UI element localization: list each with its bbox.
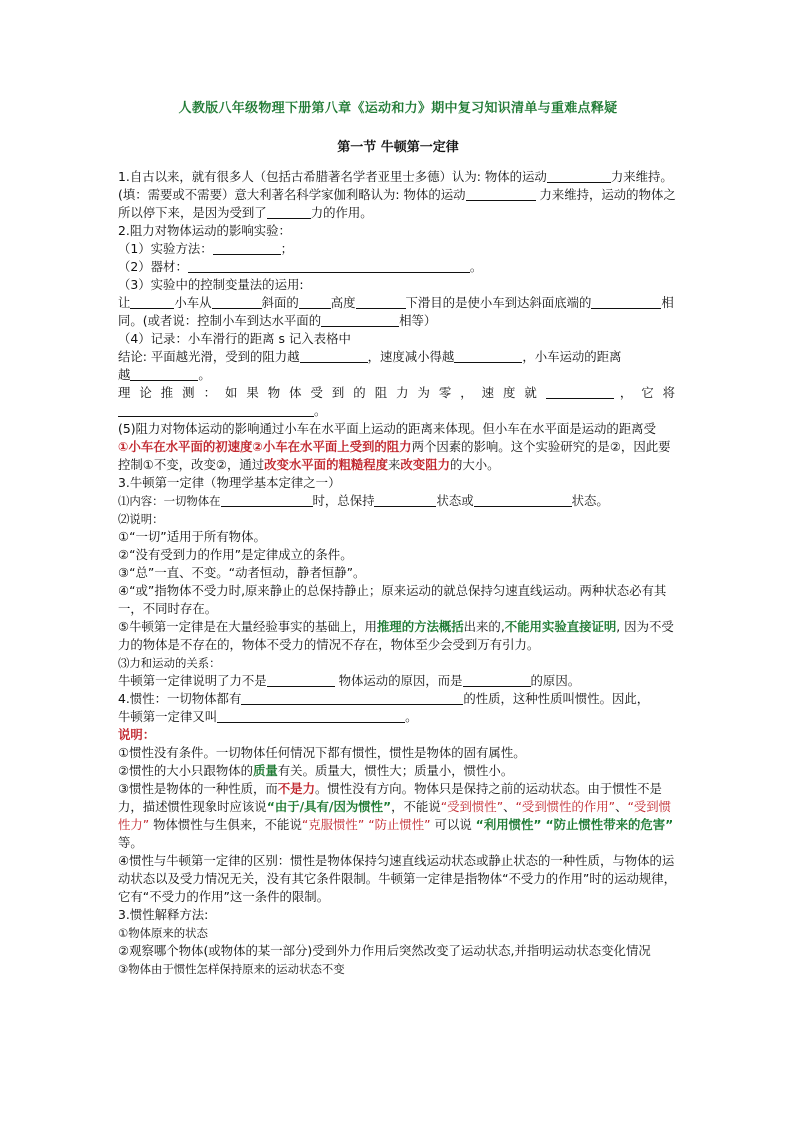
text: 力的作用。 (310, 205, 373, 220)
answer-blank (591, 296, 661, 309)
answer-blank (212, 296, 262, 309)
highlight-text: 质量 (253, 763, 278, 778)
paragraph-5 (118, 420, 678, 474)
theory-line (118, 384, 678, 402)
answer-blank (300, 350, 368, 363)
text: 时，总保持 (312, 493, 375, 508)
note-5 (118, 618, 678, 654)
text: 物体运动的原因，而是 (334, 673, 463, 688)
text: ⑴内容：一切物体在 (118, 494, 221, 508)
equipment-line (118, 258, 678, 276)
text: 。 (314, 403, 327, 418)
text: 的性质，这种性质叫惯性。因此， (463, 691, 650, 706)
highlight-text: 不能用实验直接证明 (504, 619, 617, 634)
highlight-text: “克服惯性” (301, 817, 365, 832)
text: 来 (388, 457, 401, 472)
record-line: （4）记录：小车滑行的距离 s 记入表格中 (118, 331, 351, 346)
highlight-text: “受到惯性的作用” (515, 799, 616, 814)
text: (5)阻力对物体运动的影响通过小车在水平面上运动的距离来体现。但小车在水平面是运动的距离受 (118, 421, 656, 436)
text: ，小车运动的距离 (522, 349, 622, 364)
highlight-text: “由于/具有/因为惯性” (266, 799, 392, 814)
highlight-text: “防止惯性带来的危害” (545, 817, 674, 832)
highlight-text: “受到惯性力” (118, 799, 672, 832)
text: 结论: 平面越光滑，受到的阻力越 (118, 349, 300, 364)
document-body (118, 168, 678, 978)
text: 。 (198, 367, 211, 382)
note-heading: ⑵说明： (118, 512, 164, 526)
text: 可以说 (430, 817, 476, 832)
text: 让 (118, 295, 131, 310)
answer-blank (188, 260, 470, 273)
text: 有关。质量大，惯性大；质量小，惯性小。 (277, 763, 514, 778)
answer-blank (374, 494, 436, 507)
answer-blank (356, 296, 406, 309)
note-4: ④“或”指物体不受力时,原来静止的总保持静止；原来运动的就总保持匀速直线运动。两种状态必有其一，不同时存在。 (118, 583, 667, 616)
method-2: ②观察哪个物体(或物体的某一部分)受到外力作用后突然改变了运动状态,并指明运动状态变化情况 (118, 943, 651, 958)
text: 小车从 (174, 295, 212, 310)
control-variable-line: （3）实验中的控制变量法的运用: (118, 277, 304, 292)
text: ⑤牛顿第一定律是在大量经验事实的基础上，用 (118, 619, 377, 634)
highlight-text: 改变阻力 (400, 457, 450, 472)
answer-blank (299, 296, 331, 309)
newton-law-heading: 3.牛顿第一定律（物理学基本定律之一） (118, 475, 341, 490)
experiment-heading: 2.阻力对物体运动的影响实验： (118, 223, 291, 238)
highlight-text: 不是力 (277, 781, 315, 796)
text: 4.惯性：一切物体都有 (118, 691, 242, 706)
text: 斜面的 (261, 295, 299, 310)
text: 1.自古以来，就有很多人（包括古希腊著名学者亚里士多德）认为: 物体的运动 (118, 169, 547, 184)
explain-1: ①惯性没有条件。一切物体任何情况下都有惯性，惯性是物体的固有属性。 (118, 745, 526, 760)
text: ； (280, 241, 294, 256)
answer-blank (321, 314, 399, 327)
text: 来维持，运动的物体之所以停下来，是因为受到了 (118, 187, 676, 220)
answer-blank (463, 674, 531, 687)
text: 。 (469, 259, 483, 274)
answer-blank (547, 170, 611, 183)
explain-2 (118, 762, 678, 780)
text: 越 (118, 367, 131, 382)
text: 状态。 (571, 493, 609, 508)
text: 力 (535, 187, 552, 202)
method-line (118, 240, 678, 258)
text: 、 (503, 799, 516, 814)
conclusion-line (118, 348, 678, 384)
text: ，速度减小得越 (367, 349, 455, 364)
note-2: ②“没有受到力的作用”是定律成立的条件。 (118, 547, 353, 562)
answer-blank (213, 242, 281, 255)
section-heading: 第一节 牛顿第一定律 (337, 140, 459, 155)
highlight-text: 改变水平面的粗糙程度 (264, 457, 389, 472)
text: 的原因。 (530, 673, 581, 688)
answer-blank (474, 494, 572, 507)
text: 物体惯性与生俱来，不能说 (149, 817, 302, 832)
highlight-text: 说明： (118, 727, 156, 742)
newton-law-content (118, 492, 678, 510)
note-3: ③“总”一直、不变。“动者恒动，静者恒静”。 (118, 565, 366, 580)
answer-blank (217, 710, 405, 723)
answer-blank (241, 692, 463, 705)
text: （1）实验方法： (118, 241, 213, 256)
text: ③惯性是物体的一种性质，而 (118, 781, 278, 796)
answer-blank (118, 404, 314, 417)
answer-blank (454, 350, 522, 363)
method-heading: 3.惯性解释方法: (118, 907, 209, 922)
text: 的大小。 (449, 457, 500, 472)
text: 理论推测：如果物体受到的阻力为零，速度就 (118, 385, 546, 400)
text: 出来的, (463, 619, 505, 634)
highlight-text: “利用惯性” (475, 817, 542, 832)
text: 高度 (330, 295, 356, 310)
force-motion-line (118, 672, 678, 690)
paragraph-1 (118, 168, 678, 222)
method-3: ③物体由于惯性怎样保持原来的运动状态不变 (118, 962, 345, 976)
text: 相同。(或者说：控制小车到达水平面的 (118, 295, 674, 328)
text: 下滑目的是使小车到达斜面底端的 (405, 295, 592, 310)
theory-line-end (118, 402, 678, 420)
highlight-text: ①小车在水平面的初速度②小车在水平面上受到的阻力 (118, 439, 412, 454)
text: 两个因素的影响。这个实验研究的是②，因此要控制①不变，改变②，通过 (118, 439, 671, 472)
force-motion-heading: ⑶力和运动的关系： (118, 656, 221, 670)
text: 、 (615, 799, 628, 814)
answer-blank (466, 188, 536, 201)
text: ，它将 (613, 385, 679, 400)
explain-4: ④惯性与牛顿第一定律的区别：惯性是物体保持匀速直线运动状态或静止状态的一种性质，与物体的运动状态以及受力情况无关，没有其它条件限制。牛顿第一定律是指物体“不受力的作用”时的运动规律，它有“不受力的作用”这一条件的限制。 (118, 853, 677, 904)
highlight-text: “受到惯性” (440, 799, 504, 814)
answer-blank (267, 206, 311, 219)
text: 等。 (118, 835, 143, 850)
text: 。惯性没有方向。物体只是保持之前的运动状态。由于惯性不是力，描述惯性现象时应该说 (118, 781, 662, 814)
answer-blank (546, 386, 614, 399)
text: 力来维持。(填：需要或不需要）意大利著名科学家伽利略认为: 物体的运动 (118, 169, 673, 202)
answer-blank (221, 494, 313, 507)
document-title: 人教版八年级物理下册第八章《运动和力》期中复习知识清单与重难点释疑 (178, 101, 618, 116)
text: ，不能说 (391, 799, 441, 814)
text: 牛顿第一定律又叫 (118, 709, 218, 724)
explain-heading (118, 726, 678, 744)
text: 状态或 (436, 493, 474, 508)
answer-blank (130, 368, 198, 381)
text: 。 (405, 709, 418, 724)
answer-blank (130, 296, 174, 309)
text: 牛顿第一定律说明了力不是 (118, 673, 267, 688)
highlight-text: 推理的方法概括 (376, 619, 464, 634)
text: （2）器材： (118, 259, 188, 274)
answer-blank (267, 674, 335, 687)
method-1: ①物体原来的状态 (118, 926, 208, 940)
inertia-line (118, 690, 678, 726)
text: , 因为不受力的物体是不存在的，物体不受力的情况不存在，物体至少会受到万有引力。 (118, 619, 674, 652)
note-1: ①“一切”适用于所有物体。 (118, 529, 266, 544)
text: 相等） (399, 313, 437, 328)
explain-3 (118, 780, 678, 852)
text: ②惯性的大小只跟物体的 (118, 763, 254, 778)
control-paragraph (118, 294, 678, 330)
highlight-text: “防止惯性” (368, 817, 431, 832)
